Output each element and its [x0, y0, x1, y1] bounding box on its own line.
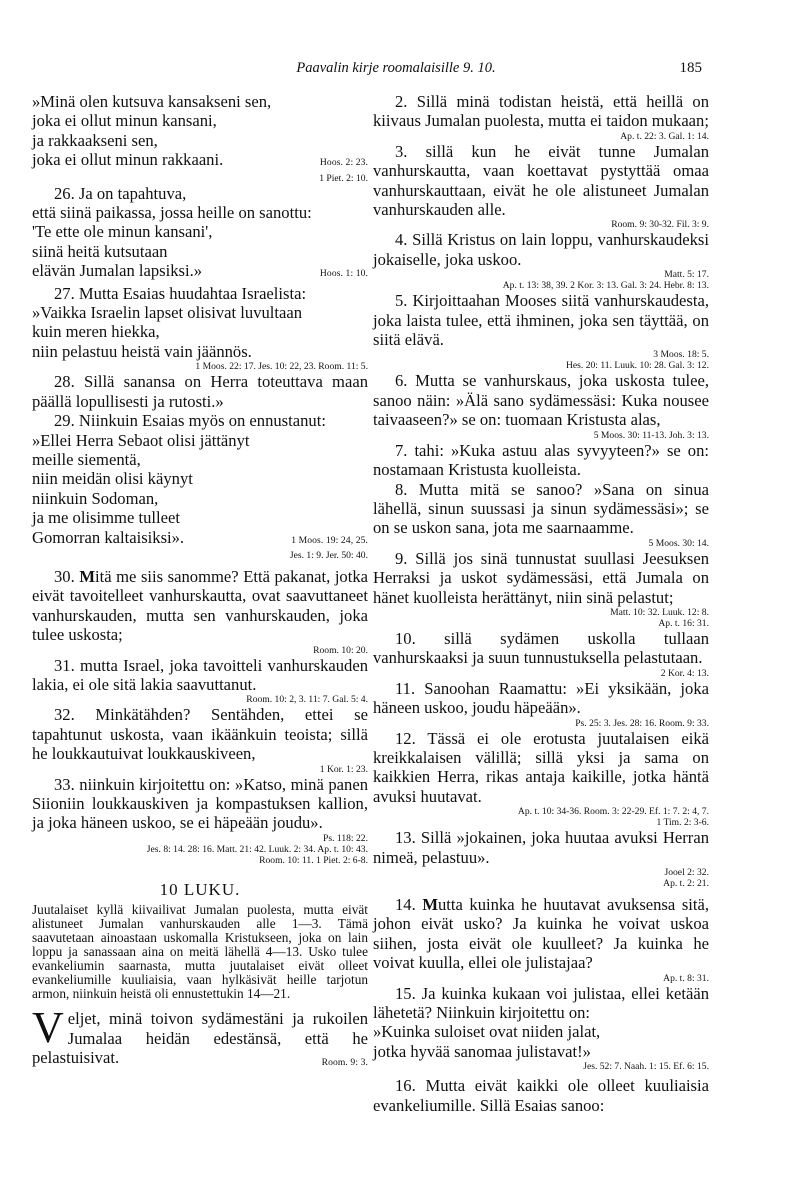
verse-6: 6. Mutta se vanhurskaus, joka uskosta tulee, sanoo näin: »Älä sano sydämessäsi: Kuka nousee taivaaseen?» se on: tuomaan Kristusta alas, — [373, 371, 709, 430]
verse-initial: M — [79, 566, 95, 586]
cross-reference: 2 Kor. 4: 13. — [660, 667, 709, 679]
drop-cap: V — [32, 1003, 64, 1053]
verse-9: 9. Sillä jos sinä tunnustat suullasi Jeesuksen Herraksi ja uskot sydämessäsi, että Jumala on hänet kuolleista herättänyt, niin sinä pelastut; — [373, 548, 709, 607]
verse-26: 26. Ja on tapahtuva, — [54, 183, 187, 203]
cross-reference: Room. 9: 3. — [321, 1057, 368, 1069]
verse-1 — [32, 1003, 368, 1069]
page-number: 185 — [679, 60, 702, 76]
verse-line: ja me olisimme tulleet — [32, 508, 180, 528]
verse-10: 10. sillä sydämen uskolla tullaan vanhurskaaksi ja suun tunnustuksella pelastutaan. — [373, 628, 709, 668]
cross-reference: Matt. 5: 17. — [664, 269, 709, 281]
quote-line-with-ref — [32, 150, 368, 172]
verse-number: 14. — [395, 895, 423, 914]
cross-reference: Room. 9: 30-32. Fil. 3: 9. — [611, 219, 709, 231]
verse-line: 'Te ette ole minun kansani', — [32, 222, 213, 242]
cross-reference: 1 Piet. 2: 10. — [319, 172, 368, 184]
chapter-summary: Juutalaiset kyllä kiivailivat Jumalan puolesta, mutta eivät alistuneet Jumalan vanhurskauden alle 1—3. Tämä saavutetaan ainoastaan uskomalla Kristukseen, joka on lain loppu ja sanassaan aina on meitä lähellä 4—13. Usko tulee evankeliumin saarnasta, mutta juutalaiset eivät olleet evankeliumille kuuliaisia, vaan hylkäsivät heille tarjotun armon, niinkuin heistä oli ennustettukin 14—21. — [32, 902, 368, 1002]
verse-12: 12. Tässä ei ole erotusta juutalaisen eikä kreikkalaisen välillä; sillä yksi ja sama on kaikkien Herra, rikas antaja kaikille, jotka häntä avuksi huutavat. — [373, 728, 709, 806]
verse-8: 8. Mutta mitä se sanoo? »Sana on sinua lähellä, sinun suussasi ja sinun sydämessäsi»; se on se uskon sana, jota me saarnaamme. — [373, 479, 709, 538]
cross-reference: Room. 10: 11. 1 Piet. 2: 6-8. — [259, 854, 368, 866]
verse-text: utta kuinka he huutavat avuksensa sitä, johon eivät usko? Ja kuinka he voivat uskoa siihen, josta eivät ole kuulleet? Ja kuinka he voivat kuulla, ellei ole julistajaa? — [373, 895, 710, 973]
left-column — [32, 92, 368, 1072]
verse-31: 31. mutta Israel, joka tavoitteli vanhurskauden lakia, ei ole sitä lakia saavuttanut. — [32, 655, 368, 694]
cross-reference: Room. 10: 2, 3. 11: 7. Gal. 5: 4. — [246, 694, 368, 706]
quote-line: »Minä olen kutsuva kansakseni sen, — [32, 92, 272, 111]
cross-reference: Ap. t. 8: 31. — [663, 972, 709, 984]
verse-line-with-ref — [32, 528, 368, 550]
verse-30 — [32, 567, 368, 645]
cross-reference: 1 Kor. 1: 23. — [319, 763, 368, 775]
verse-line: »Ellei Herra Sebaot olisi jättänyt — [32, 430, 250, 450]
verse-line: että siinä paikassa, jossa heille on sanottu: — [32, 203, 312, 223]
verse-11: 11. Sanoohan Raamattu: »Ei yksikään, joka häneen uskoo, joudu häpeään». — [373, 678, 709, 718]
cross-reference: Ps. 25: 3. Jes. 28: 16. Room. 9: 33. — [575, 717, 709, 729]
cross-reference: Ap. t. 10: 34-36. Room. 3: 22-29. Ef. 1: 7. 2: 4, 7. — [517, 806, 709, 818]
cross-reference: Jes. 1: 9. Jer. 50: 40. — [289, 549, 368, 561]
verse-line: siinä heitä kutsutaan — [32, 241, 168, 261]
quote-line: joka ei ollut minun kansani, — [32, 111, 217, 131]
cross-reference: Hes. 20: 11. Luuk. 10: 28. Gal. 3: 12. — [565, 360, 709, 372]
cross-reference: 1 Tim. 2: 3-6. — [656, 817, 709, 829]
verse-line: kuin meren hiekka, — [32, 322, 160, 342]
verse-32: 32. Minkätähden? Sentähden, ettei se tapahtunut uskosta, vaan ikäänkuin teoista; sillä he loukkautuivat loukkauskiveen, — [32, 705, 368, 764]
cross-reference: Ap. t. 2: 21. — [663, 878, 709, 889]
verse-7: 7. tahi: »Kuka astuu alas syvyyteen?» se on: nostamaan Kristusta kuolleista. — [373, 440, 709, 480]
cross-reference: Room. 10: 20. — [313, 644, 368, 656]
cross-reference: Jes. 8: 14. 28: 16. Matt. 21: 42. Luuk. 2: 34. Ap. t. 10: 43. — [146, 843, 368, 855]
verse-3: 3. sillä kun he eivät tunne Jumalan vanhurskautta, vaan koettavat pystyttää omaa vanhurskauttaan, eivät he ole alistuneet Jumalan vanhurskauden alle. — [373, 141, 709, 220]
cross-reference: Hoos. 1: 10. — [319, 268, 368, 280]
verse-text: itä me siis sanomme? Että pakanat, jotka eivät tavoitelleet vanhurskautta, ovat saavuttaneet vanhurskauden, mutta sen vanhurskauden, joka tulee uskosta; — [32, 566, 368, 645]
quote-line: ja rakkaakseni sen, — [32, 130, 158, 150]
cross-reference: 1 Moos. 22: 17. Jes. 10: 22, 23. Room. 11: 5. — [195, 361, 368, 373]
cross-reference: Jooel 2: 32. — [664, 867, 709, 878]
verse-4: 4. Sillä Kristus on lain loppu, vanhurskaudeksi jokaiselle, joka uskoo. — [373, 230, 709, 269]
verse-line: niinkuin Sodoman, — [32, 488, 159, 508]
verse-line: niin meidän olisi käynyt — [32, 469, 193, 489]
cross-reference: 1 Moos. 19: 24, 25. — [291, 534, 368, 546]
verse-number: 30. — [54, 566, 80, 586]
verse-15: 15. Ja kuinka kukaan voi julistaa, ellei ketään lähetetä? Niinkuin kirjoitettu on: — [373, 983, 709, 1023]
verse-29: 29. Niinkuin Esaias myös on ennustanut: — [54, 411, 326, 431]
cross-reference: Ps. 118: 22. — [323, 832, 368, 844]
verse-28: 28. Sillä sanansa on Herra toteuttava maan päällä lopullisesti ja rutosti.» — [32, 372, 368, 411]
verse-line: Gomorran kaltaisiksi». — [32, 527, 185, 547]
verse-line: meille siementä, — [32, 449, 141, 469]
cross-reference: 5 Moos. 30: 14. — [648, 537, 709, 549]
quote-line: jotka hyvää sanomaa julistavat!» — [373, 1041, 591, 1061]
quote-line: »Kuinka suloiset ovat niiden jalat, — [373, 1022, 601, 1042]
verse-2: 2. Sillä minä todistan heistä, että heillä on kiivaus Jumalan puolesta, mutta ei taidon mukaan; — [373, 92, 709, 131]
verse-14 — [373, 895, 709, 973]
page-header — [0, 60, 792, 82]
cross-reference: 5 Moos. 30: 11-13. Joh. 3: 13. — [593, 429, 709, 441]
cross-reference: Ap. t. 16: 31. — [658, 617, 709, 629]
quote-line: joka ei ollut minun rakkaani. — [32, 150, 224, 170]
running-title: Paavalin kirje roomalaisille 9. 10. — [296, 60, 496, 76]
cross-reference: Matt. 10: 32. Luuk. 12: 8. — [610, 606, 709, 618]
cross-reference: Ap. t. 13: 38, 39. 2 Kor. 3: 13. Gal. 3: 24. Hebr. 8: 13. — [502, 280, 709, 292]
chapter-title: 10 LUKU. — [159, 879, 241, 899]
verse-5: 5. Kirjoittaahan Mooses siitä vanhurskaudesta, joka laista tulee, että ihminen, joka sen täyttää, on siitä elävä. — [373, 291, 709, 350]
cross-reference: 3 Moos. 18: 5. — [653, 349, 709, 361]
verse-text: eljet, minä toivon sydämestäni ja rukoilen Jumalaa heidän edestänsä, että he pelastuisivat. — [32, 1009, 368, 1068]
cross-reference: Jes. 52: 7. Naah. 1: 15. Ef. 6: 15. — [583, 1061, 709, 1073]
verse-line-with-ref — [32, 261, 368, 283]
cross-reference: Ap. t. 22: 3. Gal. 1: 14. — [620, 130, 709, 142]
cross-reference: Hoos. 2: 23. — [319, 157, 368, 169]
verse-13: 13. Sillä »jokainen, joka huutaa avuksi Herran nimeä, pelastuu». — [373, 828, 709, 867]
verse-16: 16. Mutta eivät kaikki ole olleet kuuliaisia evankeliumille. Sillä Esaias sanoo: — [373, 1076, 709, 1115]
verse-line: elävän Jumalan lapsiksi.» — [32, 261, 203, 281]
right-column — [373, 92, 709, 1115]
verse-27: 27. Mutta Esaias huudahtaa Israelista: — [54, 283, 307, 303]
verse-line: »Vaikka Israelin lapset olisivat luvultaan — [32, 303, 303, 323]
verse-33: 33. niinkuin kirjoitettu on: »Katso, minä panen Siioniin loukkauskiven ja kompastuksen kallion, ja joka häneen uskoo, se ei häpeään joudu». — [32, 774, 368, 833]
verse-line: niin pelastuu heistä vain jäännös. — [32, 341, 252, 361]
verse-initial: M — [422, 895, 438, 914]
